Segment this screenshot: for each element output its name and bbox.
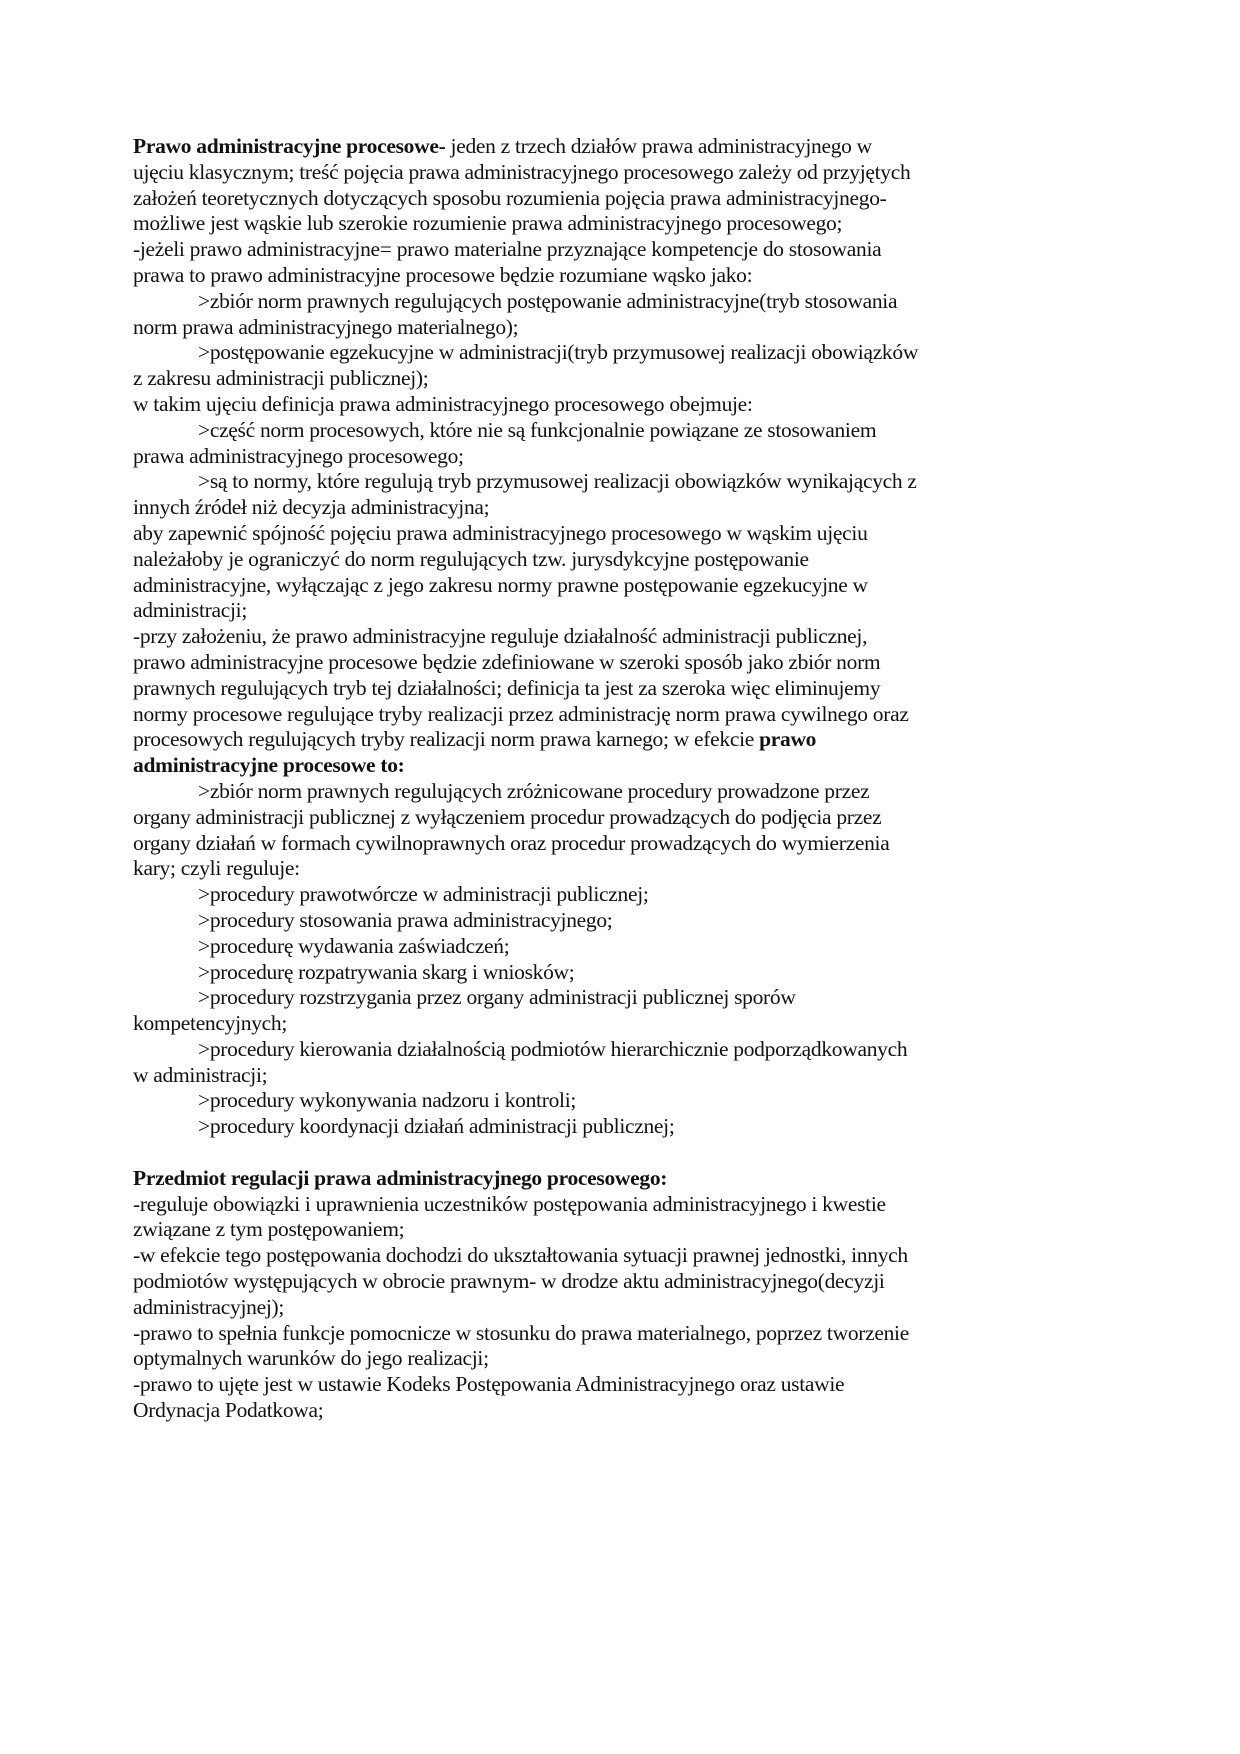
text-line: ujęciu klasycznym; treść pojęcia prawa administracyjnego procesowego zależy od przyjętych: [133, 159, 911, 184]
text-line: administracyjnej);: [133, 1294, 285, 1319]
document-body: [133, 134, 993, 1424]
text-line: w takim ujęciu definicja prawa administracyjnego procesowego obejmuje:: [133, 391, 753, 416]
text-line: -prawo to spełnia funkcje pomocnicze w stosunku do prawa materialnego, poprzez tworzenie: [133, 1320, 909, 1345]
text-line: organy administracji publicznej z wyłączeniem procedur prowadzących do podjęcia przez: [133, 804, 882, 829]
list-item: >procedury stosowania prawa administracyjnego;: [198, 907, 613, 932]
text-line: możliwe jest wąskie lub szerokie rozumienie prawa administracyjnego procesowego;: [133, 211, 843, 236]
text-line: prawa to prawo administracyjne procesowe będzie rozumiane wąsko jako:: [133, 262, 753, 287]
list-item: >procedury kierowania działalnością podmiotów hierarchicznie podporządkowanych: [198, 1036, 908, 1061]
section-heading: Przedmiot regulacji prawa administracyjnego procesowego:: [133, 1165, 668, 1190]
text-line: administracyjne, wyłączając z jego zakresu normy prawne postępowanie egzekucyjne w: [133, 572, 868, 597]
text-line: -jeżeli prawo administracyjne= prawo materialne przyznające kompetencje do stosowania: [133, 237, 882, 262]
list-item: >procedury rozstrzygania przez organy administracji publicznej sporów: [198, 985, 796, 1010]
text-line: Ordynacja Podatkowa;: [133, 1398, 324, 1423]
text-line: aby zapewnić spójność pojęciu prawa administracyjnego procesowego w wąskim ujęciu: [133, 520, 868, 545]
list-item: >procedurę rozpatrywania skarg i wniosków;: [198, 959, 575, 984]
text-line: -w efekcie tego postępowania dochodzi do ukształtowania sytuacji prawnej jednostki, innych: [133, 1243, 908, 1268]
text-line: kary; czyli reguluje:: [133, 856, 300, 881]
list-item: >część norm procesowych, które nie są funkcjonalnie powiązane ze stosowaniem: [198, 417, 877, 442]
text-line: innych źródeł niż decyzja administracyjna;: [133, 495, 490, 520]
text-line: Prawo administracyjne procesowe- jeden z trzech działów prawa administracyjnego w: [133, 134, 872, 158]
text-line: -prawo to ujęte jest w ustawie Kodeks Postępowania Administracyjnego oraz ustawie: [133, 1372, 845, 1397]
bold-term: administracyjne procesowe to:: [133, 753, 405, 778]
section-heading: Prawo administracyjne procesowe-: [133, 134, 446, 158]
bold-term: prawo: [759, 727, 817, 752]
list-item: >procedury prawotwórcze w administracji publicznej;: [198, 882, 649, 907]
list-item: >są to normy, które regulują tryb przymusowej realizacji obowiązków wynikających z: [198, 469, 917, 494]
text-line: należałoby je ograniczyć do norm regulujących tzw. jurysdykcyjne postępowanie: [133, 546, 809, 571]
text-line: norm prawa administracyjnego materialnego);: [133, 314, 519, 339]
list-item: >zbiór norm prawnych regulujących zróżnicowane procedury prowadzone przez: [198, 778, 870, 803]
text-line: optymalnych warunków do jego realizacji;: [133, 1346, 489, 1371]
list-item: >postępowanie egzekucyjne w administracji(tryb przymusowej realizacji obowiązków: [198, 340, 919, 365]
text-line: w administracji;: [133, 1062, 268, 1087]
text-line: normy procesowe regulujące tryby realizacji przez administrację norm prawa cywilnego oraz: [133, 701, 909, 726]
list-item: >procedury koordynacji działań administracji publicznej;: [198, 1114, 675, 1139]
text-line: procesowych regulujących tryby realizacji norm prawa karnego; w efekcie prawo: [133, 727, 817, 752]
text-line: związane z tym postępowaniem;: [133, 1217, 405, 1242]
text-line: z zakresu administracji publicznej);: [133, 366, 429, 391]
list-item: >zbiór norm prawnych regulujących postępowanie administracyjne(tryb stosowania: [198, 288, 898, 313]
text-line: organy działań w formach cywilnoprawnych oraz procedur prowadzących do wymierzenia: [133, 830, 890, 855]
text-line: podmiotów występujących w obrocie prawnym- w drodze aktu administracyjnego(decyzji: [133, 1269, 885, 1294]
text-line: kompetencyjnych;: [133, 1011, 288, 1036]
text-line: założeń teoretycznych dotyczących sposobu rozumienia pojęcia prawa administracyjnego-: [133, 185, 887, 210]
list-item: >procedury wykonywania nadzoru i kontroli;: [198, 1088, 577, 1113]
blank-line: [133, 1140, 993, 1166]
text-line: administracji;: [133, 598, 248, 623]
text-line: -reguluje obowiązki i uprawnienia uczestników postępowania administracyjnego i kwestie: [133, 1191, 886, 1216]
list-item: >procedurę wydawania zaświadczeń;: [198, 933, 510, 958]
text-line: prawo administracyjne procesowe będzie zdefiniowane w szeroki sposób jako zbiór norm: [133, 649, 881, 674]
text-line: prawnych regulujących tryb tej działalności; definicja ta jest za szeroka więc eliminujemy: [133, 675, 881, 700]
text-line: prawa administracyjnego procesowego;: [133, 443, 464, 468]
text-line: -przy założeniu, że prawo administracyjne reguluje działalność administracji publicznej,: [133, 624, 868, 649]
